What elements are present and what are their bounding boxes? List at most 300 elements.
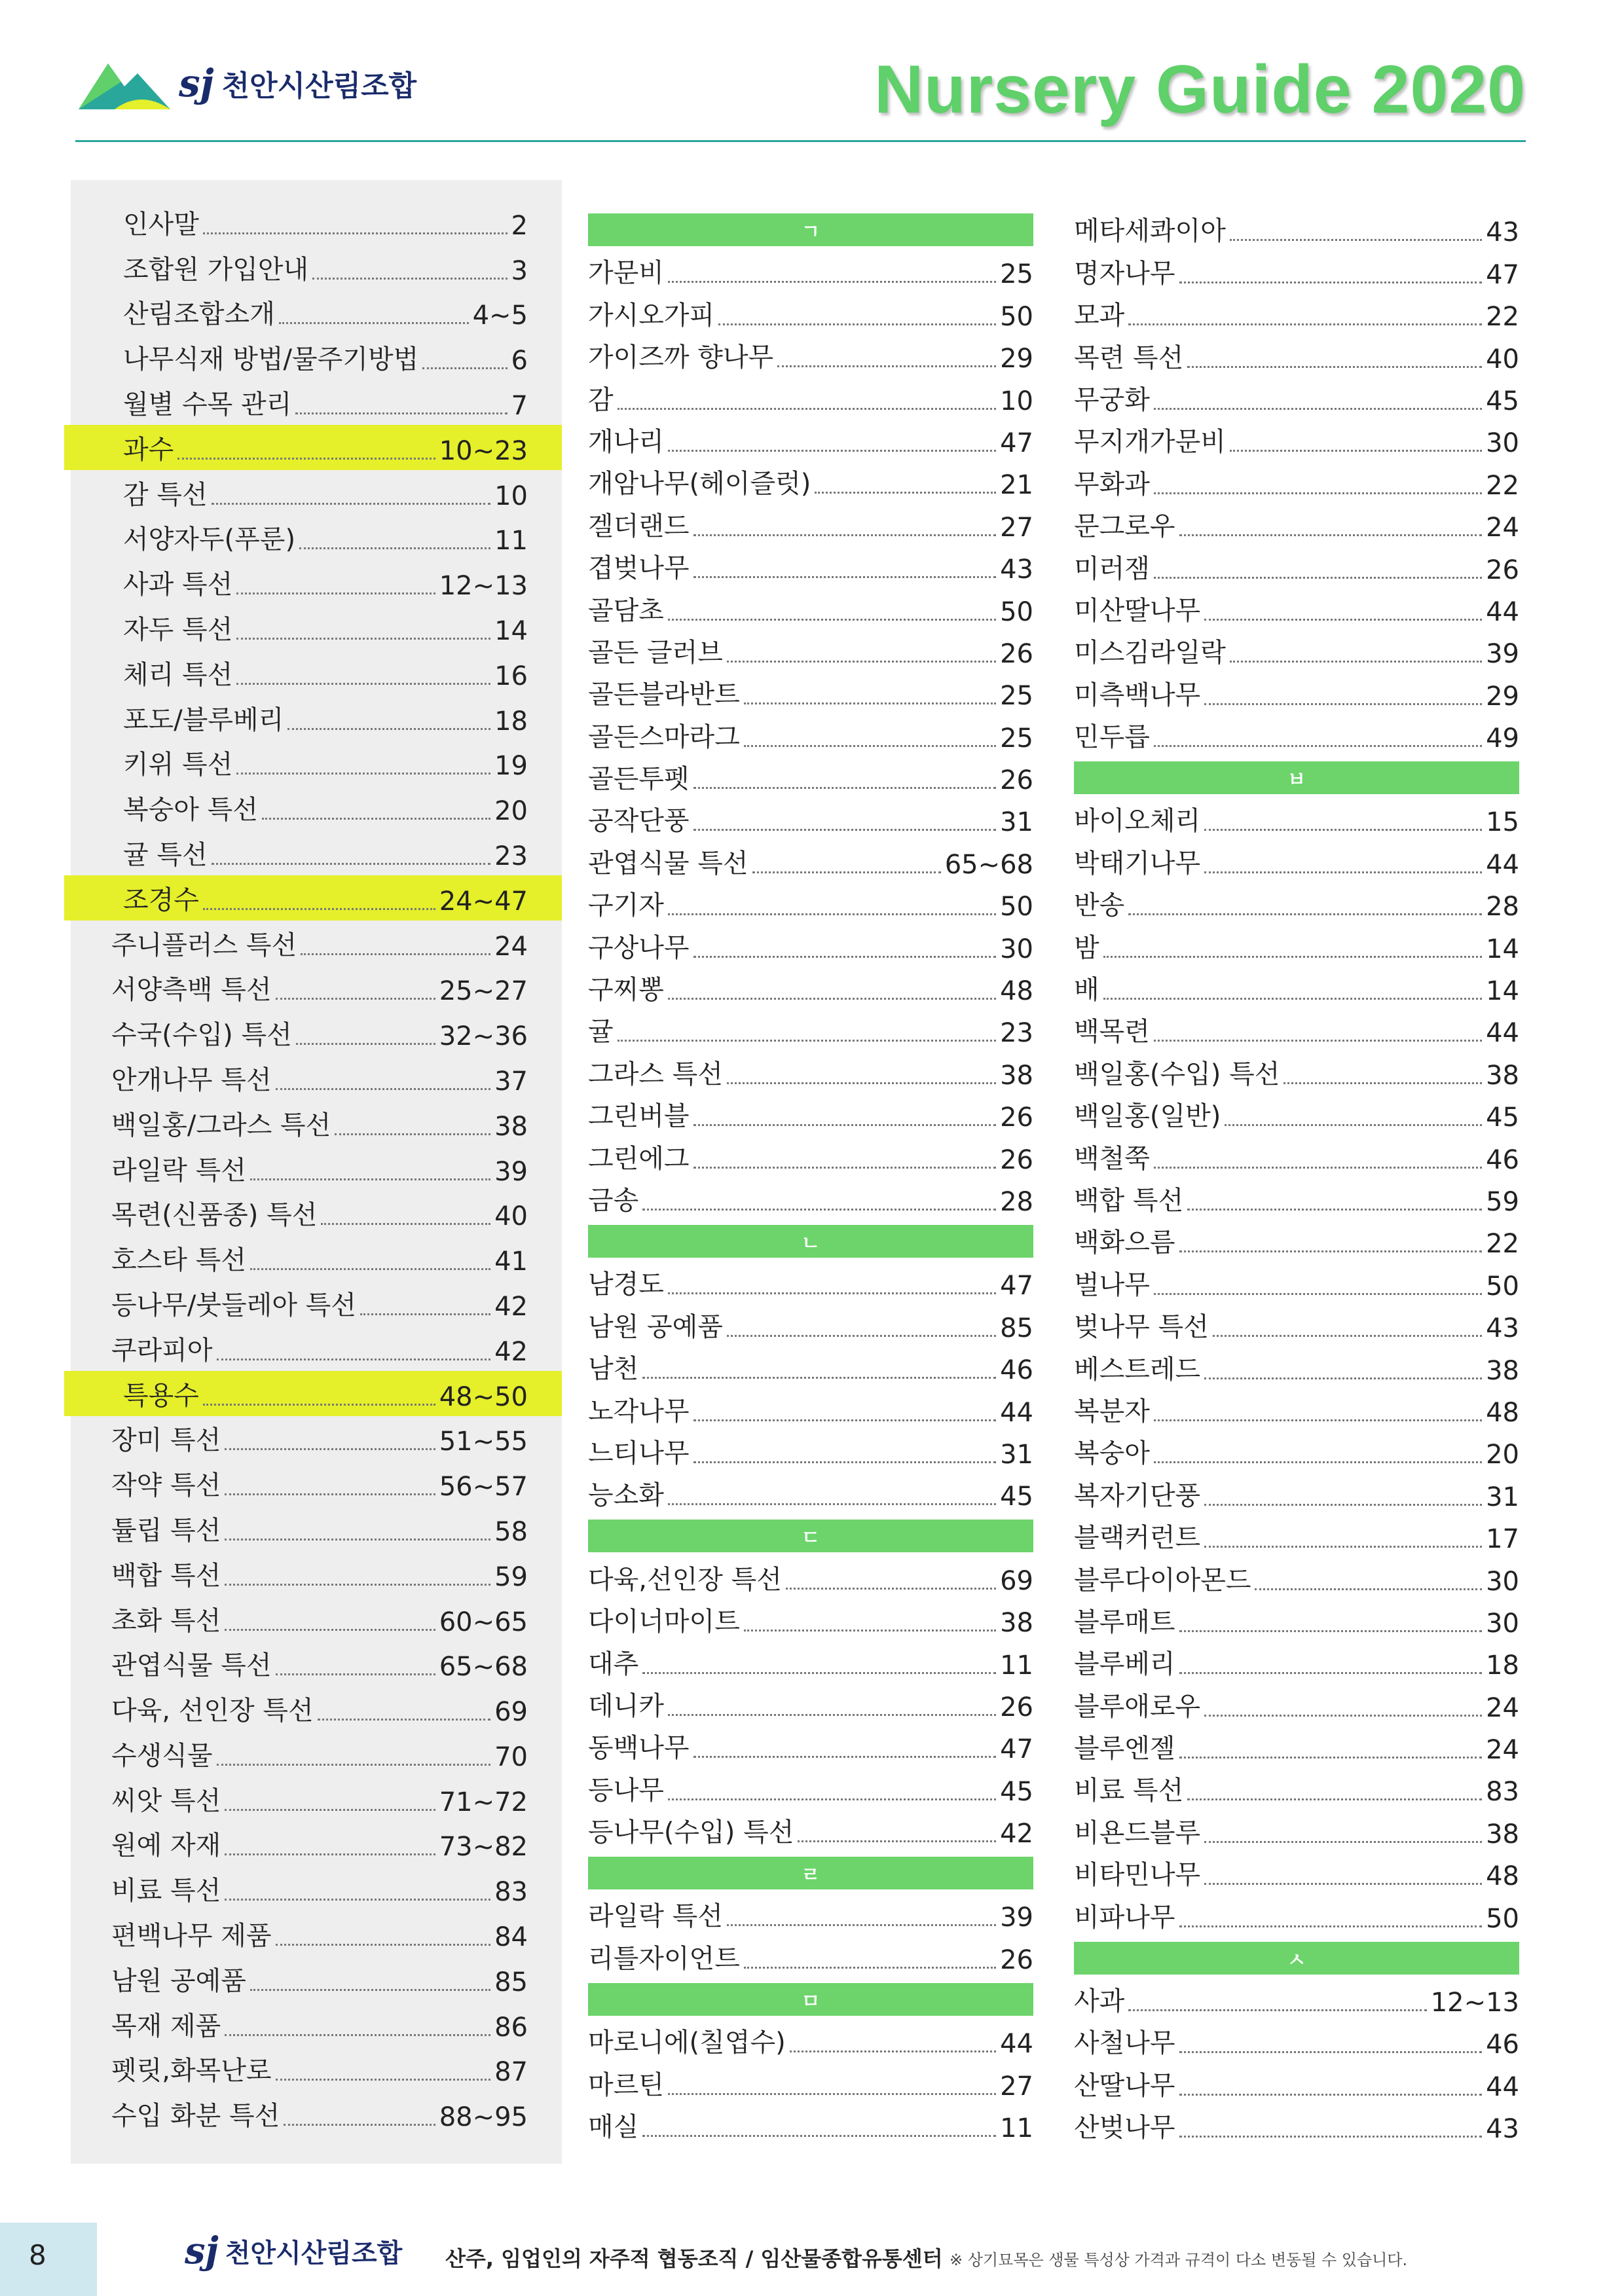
index-letter-header: ㅅ — [1074, 1942, 1519, 1975]
entry-page: 42 — [494, 1336, 528, 1367]
entry-label: 그린에그 — [588, 1143, 690, 1174]
entry-page: 69 — [494, 1697, 528, 1728]
entry-page: 46 — [1486, 1144, 1519, 1175]
entry-page: 10~23 — [439, 435, 528, 466]
dot-leader — [1187, 1209, 1482, 1211]
entry-page: 17 — [1486, 1524, 1519, 1555]
entry-label: 문그로우 — [1074, 511, 1175, 542]
entry-page: 29 — [1000, 344, 1033, 374]
entry-label: 서양자두(푸룬) — [123, 524, 296, 555]
entry-page: 7 — [511, 390, 528, 421]
index-row — [1074, 1178, 1519, 1220]
dot-leader — [1204, 1504, 1482, 1506]
entry-page: 43 — [1486, 2114, 1519, 2145]
index-row — [588, 376, 1033, 418]
index-row — [1074, 714, 1519, 756]
entry-label: 안개나무 특선 — [111, 1065, 272, 1095]
entry-page: 47 — [1000, 428, 1033, 458]
entry-page: 38 — [1486, 1819, 1519, 1850]
entry-page: 30 — [1486, 1566, 1519, 1597]
entry-label: 조경수 — [123, 884, 199, 915]
dot-leader — [1204, 619, 1482, 621]
entry-label: 배 — [1074, 975, 1099, 1006]
entry-page: 21 — [1000, 470, 1033, 501]
dot-leader — [642, 1377, 996, 1379]
entry-label: 개나리 — [588, 426, 664, 457]
entry-label: 백합 특선 — [1074, 1185, 1184, 1216]
dot-leader — [668, 2093, 996, 2095]
index-row — [588, 1135, 1033, 1177]
entry-label: 백일홍(일반) — [1074, 1101, 1221, 1132]
entry-label: 미측백나무 — [1074, 680, 1201, 710]
entry-page: 71~72 — [439, 1787, 528, 1817]
index-row — [1074, 335, 1519, 376]
entry-label: 자두 특선 — [123, 614, 233, 645]
dot-leader — [744, 745, 996, 747]
entry-page: 83 — [494, 1877, 528, 1908]
dot-leader — [1154, 577, 1482, 579]
entry-page: 40 — [1486, 344, 1519, 374]
entry-page: 85 — [494, 1967, 528, 1997]
entry-label: 개암나무(헤이즐럿) — [588, 469, 811, 500]
entry-label: 복분자 — [1074, 1396, 1150, 1427]
entry-page: 26 — [1000, 1102, 1033, 1133]
entry-page: 26 — [1000, 1944, 1033, 1975]
entry-page: 84 — [494, 1922, 528, 1953]
entry-page: 47 — [1000, 1271, 1033, 1302]
entry-label: 백일홍(수입) 특선 — [1074, 1059, 1280, 1089]
entry-label: 산딸나무 — [1074, 2070, 1175, 2101]
dot-leader — [727, 1082, 996, 1084]
dot-leader — [284, 2124, 435, 2126]
entry-page: 6 — [511, 346, 528, 376]
index-row — [588, 1346, 1033, 1388]
entry-page: 44 — [1000, 1397, 1033, 1428]
index-row — [588, 1641, 1033, 1683]
entry-label: 블루베리 — [1074, 1649, 1175, 1680]
index-row — [1074, 1346, 1519, 1388]
entry-label: 특용수 — [123, 1380, 199, 1411]
dot-leader — [422, 367, 507, 369]
entry-label: 미스김라일락 — [1074, 638, 1226, 668]
entry-label: 인사말 — [123, 209, 199, 240]
contents-row — [71, 2047, 562, 2092]
entry-page: 42 — [1000, 1819, 1033, 1850]
mountain-logo-icon — [75, 50, 174, 116]
dot-leader — [236, 773, 490, 774]
entry-page: 30 — [1486, 1608, 1519, 1639]
entry-label: 데니카 — [588, 1690, 664, 1721]
entry-label: 원예 자재 — [111, 1831, 221, 1861]
contents-row — [71, 1416, 562, 1461]
entry-label: 바이오체리 — [1074, 806, 1201, 837]
contents-row — [71, 1551, 562, 1596]
dot-leader — [276, 998, 435, 1000]
entry-page: 70 — [494, 1741, 528, 1772]
dot-leader — [262, 818, 490, 820]
entry-page: 41 — [494, 1247, 528, 1277]
contents-row — [71, 1731, 562, 1776]
index-letter-header: ㄷ — [588, 1520, 1033, 1552]
entry-label: 백합 특선 — [111, 1560, 221, 1591]
header-logo — [75, 47, 416, 119]
dot-leader — [225, 1853, 435, 1855]
org-name: 천안시산림조합 — [221, 69, 417, 103]
entry-page: 45 — [1486, 386, 1519, 416]
page-title: Nursery Guide 2020 — [874, 52, 1526, 128]
dot-leader — [752, 871, 941, 873]
entry-label: 다이너마이트 — [588, 1607, 740, 1637]
index-row — [1074, 1515, 1519, 1557]
entry-page: 44 — [1486, 849, 1519, 880]
entry-label: 백철쭉 — [1074, 1143, 1150, 1174]
index-letter-header: ㄴ — [588, 1225, 1033, 1258]
contents-row — [71, 1010, 562, 1055]
dot-leader — [203, 908, 435, 910]
entry-page: 59 — [1486, 1186, 1519, 1217]
entry-page: 3 — [511, 255, 528, 286]
dot-leader — [1179, 1672, 1483, 1674]
category-row — [64, 1371, 562, 1416]
entry-page: 22 — [1486, 1229, 1519, 1260]
dot-leader — [225, 2034, 490, 2036]
dot-leader — [1204, 1546, 1482, 1548]
entry-label: 씨앗 특선 — [111, 1785, 221, 1816]
index-row — [1074, 2062, 1519, 2104]
index-row — [588, 967, 1033, 1009]
entry-label: 작약 특선 — [111, 1470, 221, 1501]
dot-leader — [225, 1448, 435, 1450]
entry-label: 베스트레드 — [1074, 1354, 1201, 1385]
dot-leader — [236, 683, 490, 685]
dot-leader — [360, 1313, 490, 1315]
index-row — [1074, 1683, 1519, 1725]
contents-row — [71, 1776, 562, 1821]
entry-label: 명자나무 — [1074, 258, 1175, 289]
index-row — [1074, 545, 1519, 587]
dot-leader — [318, 1719, 490, 1721]
dot-leader — [225, 1539, 490, 1540]
dot-leader — [276, 1673, 435, 1675]
dot-leader — [1154, 745, 1482, 747]
dot-leader — [1103, 956, 1482, 958]
index-row — [588, 292, 1033, 334]
entry-label: 벌나무 — [1074, 1269, 1150, 1300]
entry-page: 44 — [1486, 2071, 1519, 2102]
dot-leader — [1283, 1082, 1482, 1084]
dot-leader — [1128, 2009, 1426, 2011]
dot-leader — [276, 1944, 491, 1946]
entry-page: 40 — [494, 1201, 528, 1232]
entry-page: 48 — [1486, 1861, 1519, 1892]
entry-label: 편백나무 제품 — [111, 1921, 272, 1952]
dot-leader — [618, 408, 996, 410]
entry-page: 12~13 — [1430, 1988, 1519, 2018]
index-row — [1074, 1726, 1519, 1768]
contents-row — [71, 1326, 562, 1371]
entry-page: 25 — [1000, 723, 1033, 754]
entry-page: 16 — [494, 661, 528, 691]
index-letter-header: ㄹ — [588, 1857, 1033, 1889]
index-row — [588, 1303, 1033, 1345]
entry-page: 50 — [1000, 892, 1033, 922]
dot-leader — [642, 1209, 996, 1211]
entry-label: 가문비 — [588, 258, 664, 289]
dot-leader — [1154, 1293, 1482, 1295]
contents-row — [71, 470, 562, 515]
entry-label: 능소화 — [588, 1480, 664, 1511]
entry-page: 58 — [494, 1516, 528, 1547]
dot-leader — [1204, 829, 1482, 831]
dot-leader — [668, 998, 996, 1000]
entry-label: 공작단풍 — [588, 806, 690, 837]
index-row — [588, 883, 1033, 924]
entry-label: 사철나무 — [1074, 2028, 1175, 2059]
index-row — [588, 1093, 1033, 1135]
entry-label: 구찌뽕 — [588, 975, 664, 1006]
entry-label: 다육,선인장 특선 — [588, 1564, 782, 1595]
entry-label: 복숭아 — [1074, 1438, 1150, 1469]
entry-page: 49 — [1486, 723, 1519, 754]
entry-page: 22 — [1486, 302, 1519, 333]
index-row — [1074, 1304, 1519, 1346]
dot-leader — [295, 412, 507, 414]
dot-leader — [1154, 1040, 1482, 1042]
entry-label: 목재 제품 — [111, 2011, 221, 2041]
contents-row — [71, 1461, 562, 1506]
index-row — [588, 2104, 1033, 2146]
entry-label: 무지개가문비 — [1074, 427, 1226, 458]
entry-label: 주니플러스 특선 — [111, 930, 297, 960]
dot-leader — [693, 1124, 997, 1126]
dot-leader — [225, 1493, 435, 1495]
index-row — [588, 2020, 1033, 2062]
entry-page: 69 — [1000, 1565, 1033, 1596]
contents-row — [71, 966, 562, 1011]
index-row — [1074, 630, 1519, 672]
dot-leader — [1179, 534, 1483, 536]
dot-leader — [301, 953, 490, 955]
entry-page: 83 — [1486, 1777, 1519, 1808]
dot-leader — [1230, 239, 1482, 241]
entry-page: 14 — [1486, 976, 1519, 1007]
entry-label: 산림조합소개 — [123, 299, 275, 330]
entry-label: 블루애로우 — [1074, 1691, 1201, 1722]
entry-label: 구기자 — [588, 890, 664, 921]
entry-label: 비료 특선 — [1074, 1776, 1184, 1806]
entry-page: 25~27 — [439, 976, 528, 1007]
index-row — [1074, 377, 1519, 419]
entry-label: 백화으름 — [1074, 1228, 1175, 1258]
index-letter-header: ㅂ — [1074, 761, 1519, 794]
dot-leader — [1213, 1335, 1482, 1337]
contents-row — [71, 650, 562, 695]
dot-leader — [217, 1764, 491, 1766]
dot-leader — [693, 956, 997, 958]
entry-page: 11 — [494, 526, 528, 556]
index-row — [1074, 1051, 1519, 1093]
contents-row — [71, 1191, 562, 1236]
index-row — [588, 1767, 1033, 1809]
dot-leader — [668, 1503, 996, 1505]
entry-page: 85 — [1000, 1313, 1033, 1343]
entry-page: 44 — [1000, 2029, 1033, 2060]
entry-label: 느티나무 — [588, 1438, 690, 1468]
dot-leader — [1187, 1798, 1482, 1800]
dot-leader — [668, 1292, 996, 1294]
entry-page: 14 — [494, 615, 528, 646]
dot-leader — [1154, 492, 1482, 494]
contents-row — [71, 1956, 562, 2001]
contents-row — [71, 785, 562, 830]
index-row — [1074, 1093, 1519, 1135]
contents-row — [71, 1911, 562, 1956]
category-row — [64, 425, 562, 470]
index-row — [588, 1935, 1033, 1977]
entry-page: 44 — [1486, 1018, 1519, 1049]
dot-leader — [276, 1088, 491, 1090]
entry-page: 30 — [1000, 934, 1033, 964]
entry-page: 18 — [494, 706, 528, 737]
dot-leader — [1204, 871, 1482, 873]
entry-page: 25 — [1000, 259, 1033, 290]
entry-page: 23 — [494, 841, 528, 871]
entry-label: 산벚나무 — [1074, 2113, 1175, 2143]
dot-leader — [777, 365, 996, 367]
entry-page: 19 — [494, 751, 528, 782]
entry-label: 골담초 — [588, 595, 664, 626]
entry-page: 14 — [1486, 934, 1519, 964]
entry-label: 반송 — [1074, 890, 1125, 921]
entry-label: 월별 수목 관리 — [123, 389, 292, 420]
entry-label: 조합원 가입안내 — [123, 254, 309, 285]
entry-page: 12~13 — [439, 571, 528, 602]
entry-page: 27 — [1000, 512, 1033, 543]
index-row — [588, 1556, 1033, 1598]
dot-leader — [1154, 408, 1482, 410]
entry-page: 27 — [1000, 2071, 1033, 2102]
entry-label: 복숭아 특선 — [123, 795, 258, 826]
contents-row — [71, 740, 562, 786]
dot-leader — [217, 1358, 491, 1360]
entry-page: 50 — [1000, 596, 1033, 627]
entry-page: 38 — [1000, 1608, 1033, 1639]
entry-label: 박태기나무 — [1074, 848, 1201, 879]
entry-page: 45 — [1486, 1102, 1519, 1133]
entry-label: 비파나무 — [1074, 1902, 1175, 1933]
index-column-1 — [588, 208, 1033, 2146]
entry-label: 수국(수입) 특선 — [111, 1020, 292, 1051]
index-row — [1074, 2020, 1519, 2062]
dot-leader — [1154, 1419, 1482, 1421]
entry-page: 24 — [1486, 1735, 1519, 1766]
entry-label: 사과 특선 — [123, 570, 233, 600]
entry-page: 24~47 — [439, 886, 528, 917]
contents-row — [71, 1055, 562, 1101]
index-row — [1074, 1389, 1519, 1430]
contents-row — [71, 335, 562, 380]
entry-label: 초화 특선 — [111, 1605, 221, 1636]
entry-label: 체리 특선 — [123, 659, 233, 690]
index-row — [1074, 503, 1519, 545]
entry-page: 65~68 — [439, 1652, 528, 1683]
entry-label: 비료 특선 — [111, 1876, 221, 1906]
entry-page: 30 — [1486, 428, 1519, 459]
contents-row — [71, 695, 562, 740]
contents-column — [71, 180, 562, 2164]
dot-leader — [1204, 1377, 1482, 1379]
index-row — [1074, 1978, 1519, 2020]
dot-leader — [1179, 1757, 1483, 1758]
entry-label: 쿠라피아 — [111, 1335, 213, 1366]
entry-page: 48~50 — [439, 1381, 528, 1412]
entry-page: 18 — [1486, 1650, 1519, 1681]
logo-sj-mark: sj — [179, 61, 214, 105]
footer-org-name: 천안시산림조합 — [225, 2238, 403, 2269]
index-row — [588, 924, 1033, 966]
index-row — [1074, 1852, 1519, 1894]
entry-page: 87 — [494, 2057, 528, 2088]
dot-leader — [1204, 1715, 1482, 1717]
index-row — [588, 1683, 1033, 1725]
dot-leader — [815, 492, 996, 494]
entry-label: 남원 공예품 — [588, 1311, 723, 1342]
dot-leader — [279, 322, 469, 324]
index-letter-header: ㅁ — [588, 1983, 1033, 2016]
index-row — [1074, 1220, 1519, 1262]
dot-leader — [693, 1167, 997, 1169]
index-row — [1074, 1430, 1519, 1472]
entry-page: 39 — [1486, 639, 1519, 670]
dot-leader — [693, 576, 997, 578]
dot-leader — [727, 1335, 996, 1337]
dot-leader — [1179, 2051, 1483, 2053]
entry-label: 골든블라반트 — [588, 680, 740, 710]
entry-label: 서양측백 특선 — [111, 975, 272, 1006]
entry-page: 24 — [1486, 1692, 1519, 1723]
index-row — [588, 1810, 1033, 1851]
index-row — [588, 840, 1033, 882]
contents-row — [71, 2091, 562, 2136]
entry-label: 펫릿,화목난로 — [111, 2056, 272, 2086]
entry-label: 남원 공예품 — [111, 1965, 246, 1996]
category-row — [64, 875, 562, 920]
entry-page: 43 — [1000, 555, 1033, 585]
entry-label: 밤 — [1074, 932, 1099, 963]
entry-page: 48 — [1000, 976, 1033, 1007]
index-row — [588, 798, 1033, 840]
index-row — [1074, 1262, 1519, 1303]
index-row — [1074, 1894, 1519, 1936]
entry-page: 50 — [1486, 1903, 1519, 1934]
dot-leader — [250, 1989, 490, 1991]
entry-label: 복자기단풍 — [1074, 1480, 1201, 1511]
dot-leader — [1179, 1250, 1483, 1252]
entry-page: 25 — [1000, 681, 1033, 712]
index-row — [1074, 1599, 1519, 1641]
dot-leader — [203, 232, 507, 234]
index-row — [1074, 1135, 1519, 1177]
dot-leader — [1187, 366, 1482, 368]
dot-leader — [212, 503, 490, 505]
index-row — [588, 419, 1033, 461]
entry-page: 56~57 — [439, 1472, 528, 1503]
entry-label: 목련(신품종) 특선 — [111, 1200, 318, 1231]
entry-label: 다육, 선인장 특선 — [111, 1696, 314, 1726]
entry-label: 가이즈까 향나무 — [588, 342, 774, 373]
entry-page: 43 — [1486, 217, 1519, 248]
entry-page: 48 — [1486, 1397, 1519, 1428]
